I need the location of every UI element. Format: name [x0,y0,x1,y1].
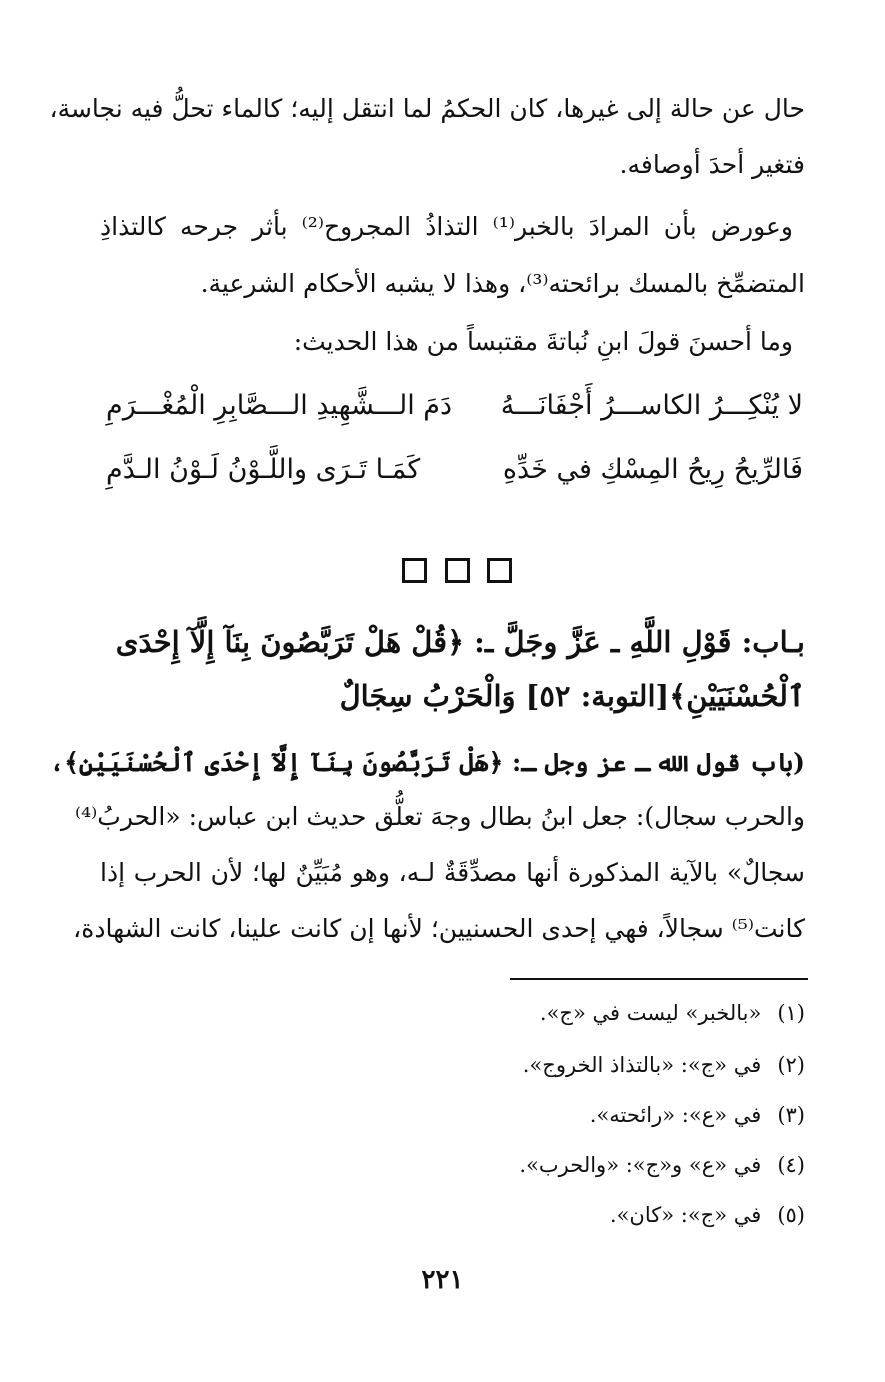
body-line: وما أحسنَ قولَ ابنِ نُباتةَ مقتبساً من هذا الحديث: [293,327,793,356]
footnote [540,998,805,1028]
footnote-divider [510,978,808,980]
footnote-text: في «ع»: «رائحته». [589,1103,762,1127]
body-line: المتضمِّخ بالمسك برائحته⁽³⁾، وهذا لا يشبه الأحكام الشرعية. [200,269,805,298]
footnote-text: في «ج»: «بالتذاذ الخروج». [522,1053,762,1077]
footnote-number: (٥) [777,1203,805,1227]
body-line: فتغير أحدَ أوصافه. [619,150,805,179]
footnote-text: في «ج»: «كان». [609,1203,762,1227]
body-line: حال عن حالة إلى غيرها، كان الحكمُ لما انتقل إليه؛ كالماء تحلُّ فيه نجاسة، [49,94,805,123]
poem-hemistich-left: دَمَ الـــشَّهِيدِ الـــصَّابِرِ الْمُغْـــرَمِ [106,390,453,421]
chapter-title: ٱلْحُسْنَيَيْنِ﴾[التوبة: ٥٢] وَالْحَرْبُ سِجَالٌ [339,679,805,713]
square-ornament-icon [445,558,470,583]
page-number: ٢٢١ [421,1265,464,1295]
body-line: وعورض بأن المرادَ بالخبر⁽¹⁾ التذاذُ المجروح⁽²⁾ بأثر جرحه كالتذاذِ [100,212,793,241]
square-ornament-icon [402,558,427,583]
footnote [610,1200,805,1230]
footnote-number: (١) [777,1001,805,1025]
chapter-title: بـاب: قَوْلِ اللَّهِ ـ عَزَّ وجَلَّ ـ: ﴿قُلْ هَلْ تَرَبَّصُونَ بِنَآ إِلَّآ إِحْدَى [115,625,805,659]
poem-hemistich-right: فَالرِّيحُ رِيحُ المِسْكِ في خَدِّهِ [502,454,803,485]
footnote-number: (٢) [777,1053,805,1077]
footnote-number: (٣) [777,1103,805,1127]
footnote [590,1100,805,1130]
footnote-text: «بالخبر» ليست في «ج». [539,1001,762,1025]
footnote [519,1150,805,1180]
footnote-number: (٤) [777,1153,805,1177]
commentary-line: سجالٌ» بالآية المذكورة أنها مصدِّقَةٌ لـه، وهو مُبَيِّنٌ لها؛ لأن الحرب إذا [100,858,805,887]
footnote-text: في «ع» و«ج»: «والحرب». [519,1153,762,1177]
section-separator [402,558,512,584]
footnote [523,1050,805,1080]
poem-hemistich-left: كَمَـا تَـرَى واللَّـوْنُ لَـوْنُ الـدَّمِ [106,454,421,485]
commentary-line: (باب قول الله ـ عز وجل ـ: ﴿هَلْ تَرَبَّصُونَ بِنَآ إِلَّآ إِحْدَى ٱلْحُسْنَيَيْنِ﴾، [49,748,805,777]
commentary-line: كانت⁽⁵⁾ سجالاً، فهي إحدى الحسنيين؛ لأنها إن كانت علينا، كانت الشهادة، [73,914,805,943]
square-ornament-icon [487,558,512,583]
commentary-line: والحرب سجال): جعل ابنُ بطال وجهَ تعلُّق حديث ابن عباس: «الحربُ⁽⁴⁾ [75,802,805,831]
poem-hemistich-right: لا يُنْكِـــرُ الكاســـرُ أَجْفَانَـــهُ [500,390,803,421]
